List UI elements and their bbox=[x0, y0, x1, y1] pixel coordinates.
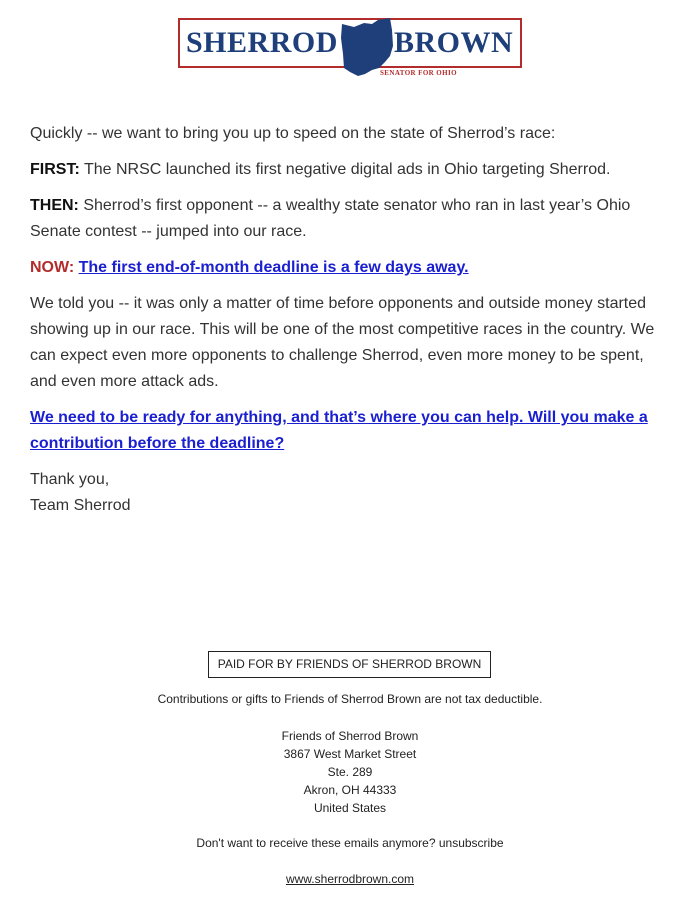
unsubscribe-link[interactable]: unsubscribe bbox=[438, 836, 504, 850]
logo-first-name: SHERROD bbox=[186, 26, 338, 59]
deadline-link[interactable]: The first end-of-month deadline is a few days away. bbox=[78, 259, 469, 276]
address-street: 3867 West Market Street bbox=[283, 747, 417, 761]
website-link[interactable]: www.sherrodbrown.com bbox=[285, 872, 415, 886]
then-paragraph bbox=[30, 193, 664, 245]
logo-tagline: SENATOR FOR OHIO bbox=[380, 69, 457, 77]
address-country: United States bbox=[313, 801, 387, 815]
paid-for-disclaimer-box: PAID FOR BY FRIENDS OF SHERROD BROWN bbox=[208, 651, 491, 678]
main-paragraph: We told you -- it was only a matter of time before opponents and outside money started showing up in our race. This will be one of the most competitive races in the country. We can expect even more opponents to challenge Sherrod, even more money to be spent, and even more attack ads. bbox=[30, 295, 655, 390]
mailing-address bbox=[0, 727, 700, 817]
closing-text: Thank you, bbox=[30, 471, 110, 488]
address-city: Akron, OH 44333 bbox=[303, 783, 397, 797]
logo-last-name: BROWN bbox=[394, 26, 514, 59]
address-org: Friends of Sherrod Brown bbox=[281, 729, 419, 743]
unsubscribe-prefix: Don't want to receive these emails anymore? bbox=[196, 836, 439, 850]
first-text: The NRSC launched its first negative digital ads in Ohio targeting Sherrod. bbox=[79, 161, 611, 178]
first-label: FIRST: bbox=[30, 161, 80, 178]
first-paragraph bbox=[30, 157, 664, 183]
then-text: Sherrod’s first opponent -- a wealthy state senator who ran in last year’s Ohio Senate contest -- jumped into our race. bbox=[30, 197, 631, 240]
tax-disclaimer: Contributions or gifts to Friends of Sherrod Brown are not tax deductible. bbox=[157, 692, 543, 706]
address-suite: Ste. 289 bbox=[327, 765, 373, 779]
then-label: THEN: bbox=[30, 197, 79, 214]
sherrod-brown-logo[interactable] bbox=[178, 18, 522, 77]
contribution-link[interactable]: We need to be ready for anything, and that’s where you can help. Will you make a contribution before the deadline? bbox=[30, 409, 648, 452]
now-paragraph bbox=[30, 255, 664, 281]
sign-off bbox=[30, 467, 664, 519]
website-line bbox=[0, 872, 700, 886]
unsubscribe-line bbox=[0, 836, 700, 850]
signature-text: Team Sherrod bbox=[30, 497, 131, 514]
email-intro: Quickly -- we want to bring you up to speed on the state of Sherrod’s race: bbox=[30, 125, 556, 142]
now-label: NOW: bbox=[30, 259, 75, 276]
cta-paragraph bbox=[30, 405, 664, 457]
